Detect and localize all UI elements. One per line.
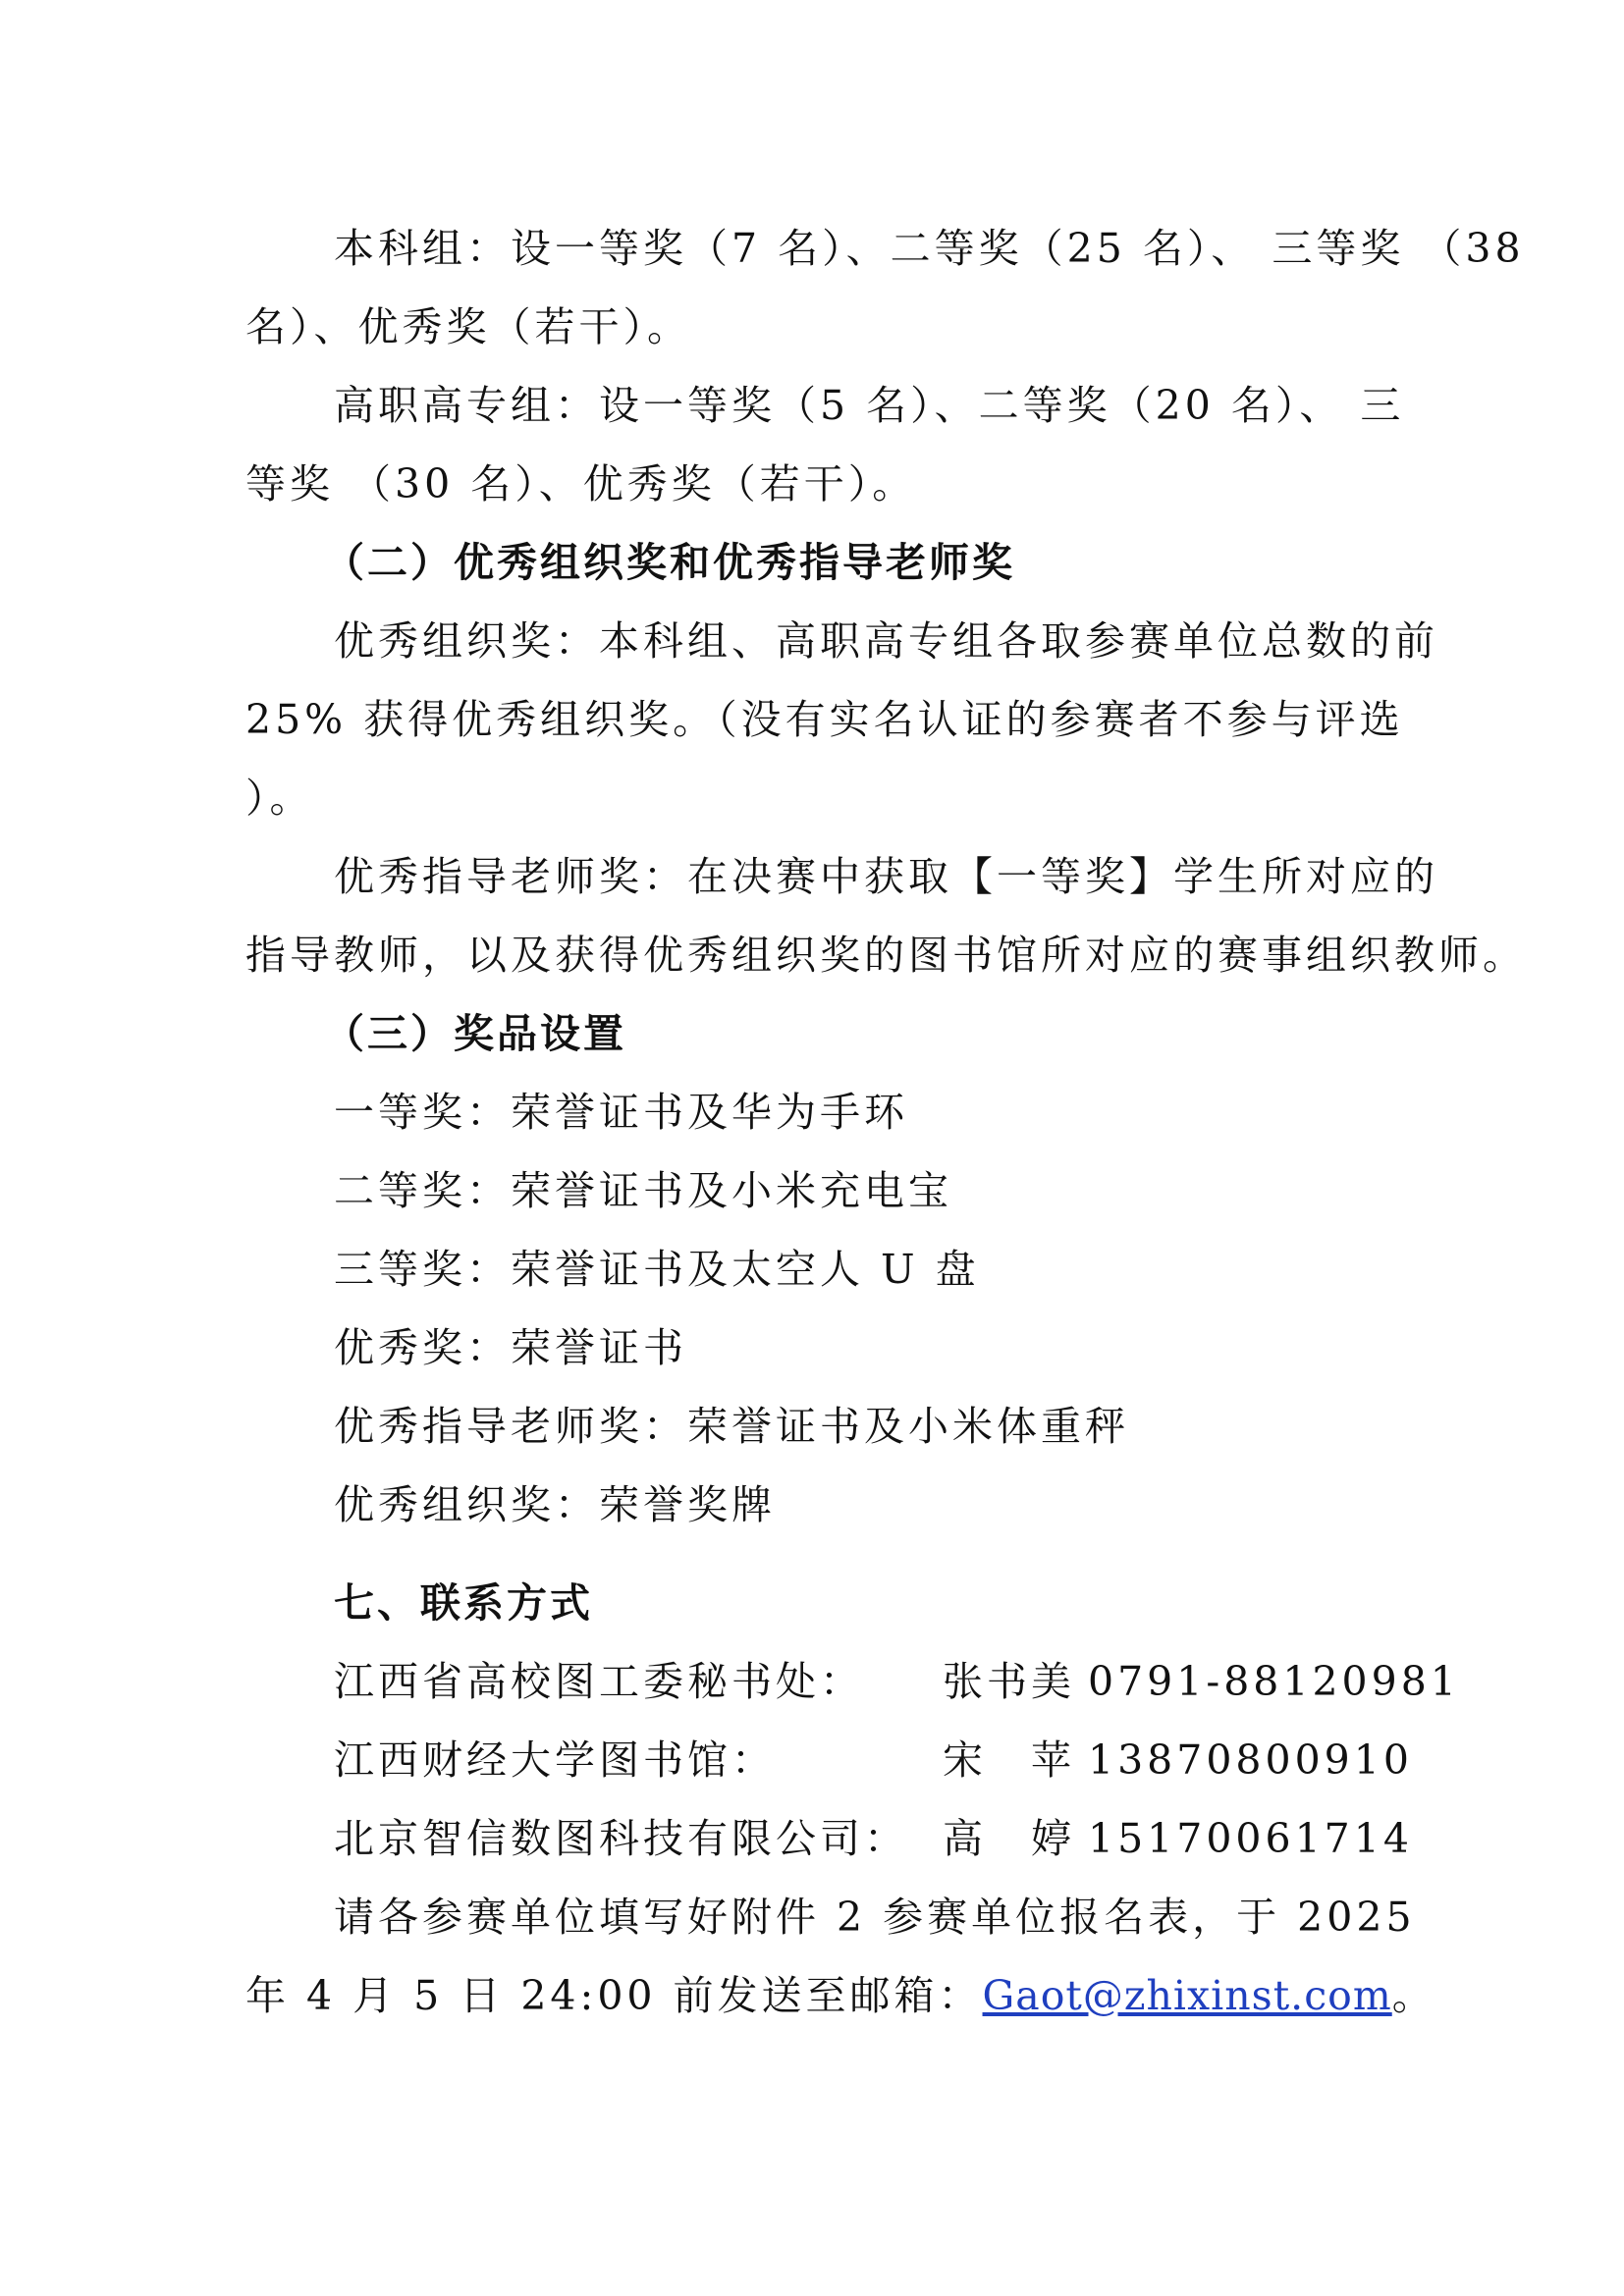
contact-org-2: 江西财经大学图书馆： xyxy=(334,1736,776,1784)
contact-name-3: 高 婷 xyxy=(943,1815,1075,1862)
org-award-line-3: ）。 xyxy=(245,774,314,822)
vocational-awards-line-2: 等奖 （30 名）、优秀奖（若干）。 xyxy=(245,460,917,507)
prize-organization: 优秀组织奖：荣誉奖牌 xyxy=(334,1481,776,1528)
contact-phone-3: 15170061714 xyxy=(1088,1815,1413,1862)
teacher-award-line-2: 指导教师，以及获得优秀组织奖的图书馆所对应的赛事组织教师。 xyxy=(245,932,1527,979)
email-link[interactable]: Gaot@zhixinst.com xyxy=(982,1972,1392,2019)
undergrad-awards-line-1: 本科组：设一等奖（7 名）、二等奖（25 名）、 三等奖 （38 xyxy=(334,225,1525,272)
contact-phone-1: 0791-88120981 xyxy=(1088,1658,1460,1705)
org-award-line-2: 25% 获得优秀组织奖。（没有实名认证的参赛者不参与评选 xyxy=(245,696,1404,743)
section-7-heading: 七、联系方式 xyxy=(334,1579,593,1627)
submit-line-2-suffix: 。 xyxy=(1391,1972,1436,2019)
prize-second: 二等奖：荣誉证书及小米充电宝 xyxy=(334,1167,952,1214)
submit-line-2 xyxy=(245,1968,1436,2023)
prize-first: 一等奖：荣誉证书及华为手环 xyxy=(334,1089,908,1136)
contact-org-1: 江西省高校图工委秘书处： xyxy=(334,1658,864,1705)
prize-teacher: 优秀指导老师奖：荣誉证书及小米体重秤 xyxy=(334,1403,1129,1450)
undergrad-awards-line-2: 名）、优秀奖（若干）。 xyxy=(245,303,691,350)
contact-org-3: 北京智信数图科技有限公司： xyxy=(334,1815,908,1862)
contact-name-1: 张书美 xyxy=(943,1658,1075,1705)
section-2-heading: （二）优秀组织奖和优秀指导老师奖 xyxy=(324,539,1015,586)
contact-name-2: 宋 苹 xyxy=(943,1736,1075,1784)
prize-third: 三等奖：荣誉证书及太空人 U 盘 xyxy=(334,1246,980,1293)
teacher-award-line-1: 优秀指导老师奖：在决赛中获取【一等奖】学生所对应的 xyxy=(334,853,1438,900)
submit-line-2-prefix: 年 4 月 5 日 24:00 前发送至邮箱： xyxy=(245,1972,983,2019)
prize-excellence: 优秀奖：荣誉证书 xyxy=(334,1324,687,1371)
org-award-line-1: 优秀组织奖：本科组、高职高专组各取参赛单位总数的前 xyxy=(334,617,1438,665)
vocational-awards-line-1: 高职高专组：设一等奖（5 名）、二等奖（20 名）、 三 xyxy=(334,382,1405,429)
section-3-heading: （三）奖品设置 xyxy=(324,1010,626,1057)
contact-phone-2: 13870800910 xyxy=(1088,1736,1413,1784)
submit-line-1: 请各参赛单位填写好附件 2 参赛单位报名表，于 2025 xyxy=(334,1894,1416,1941)
